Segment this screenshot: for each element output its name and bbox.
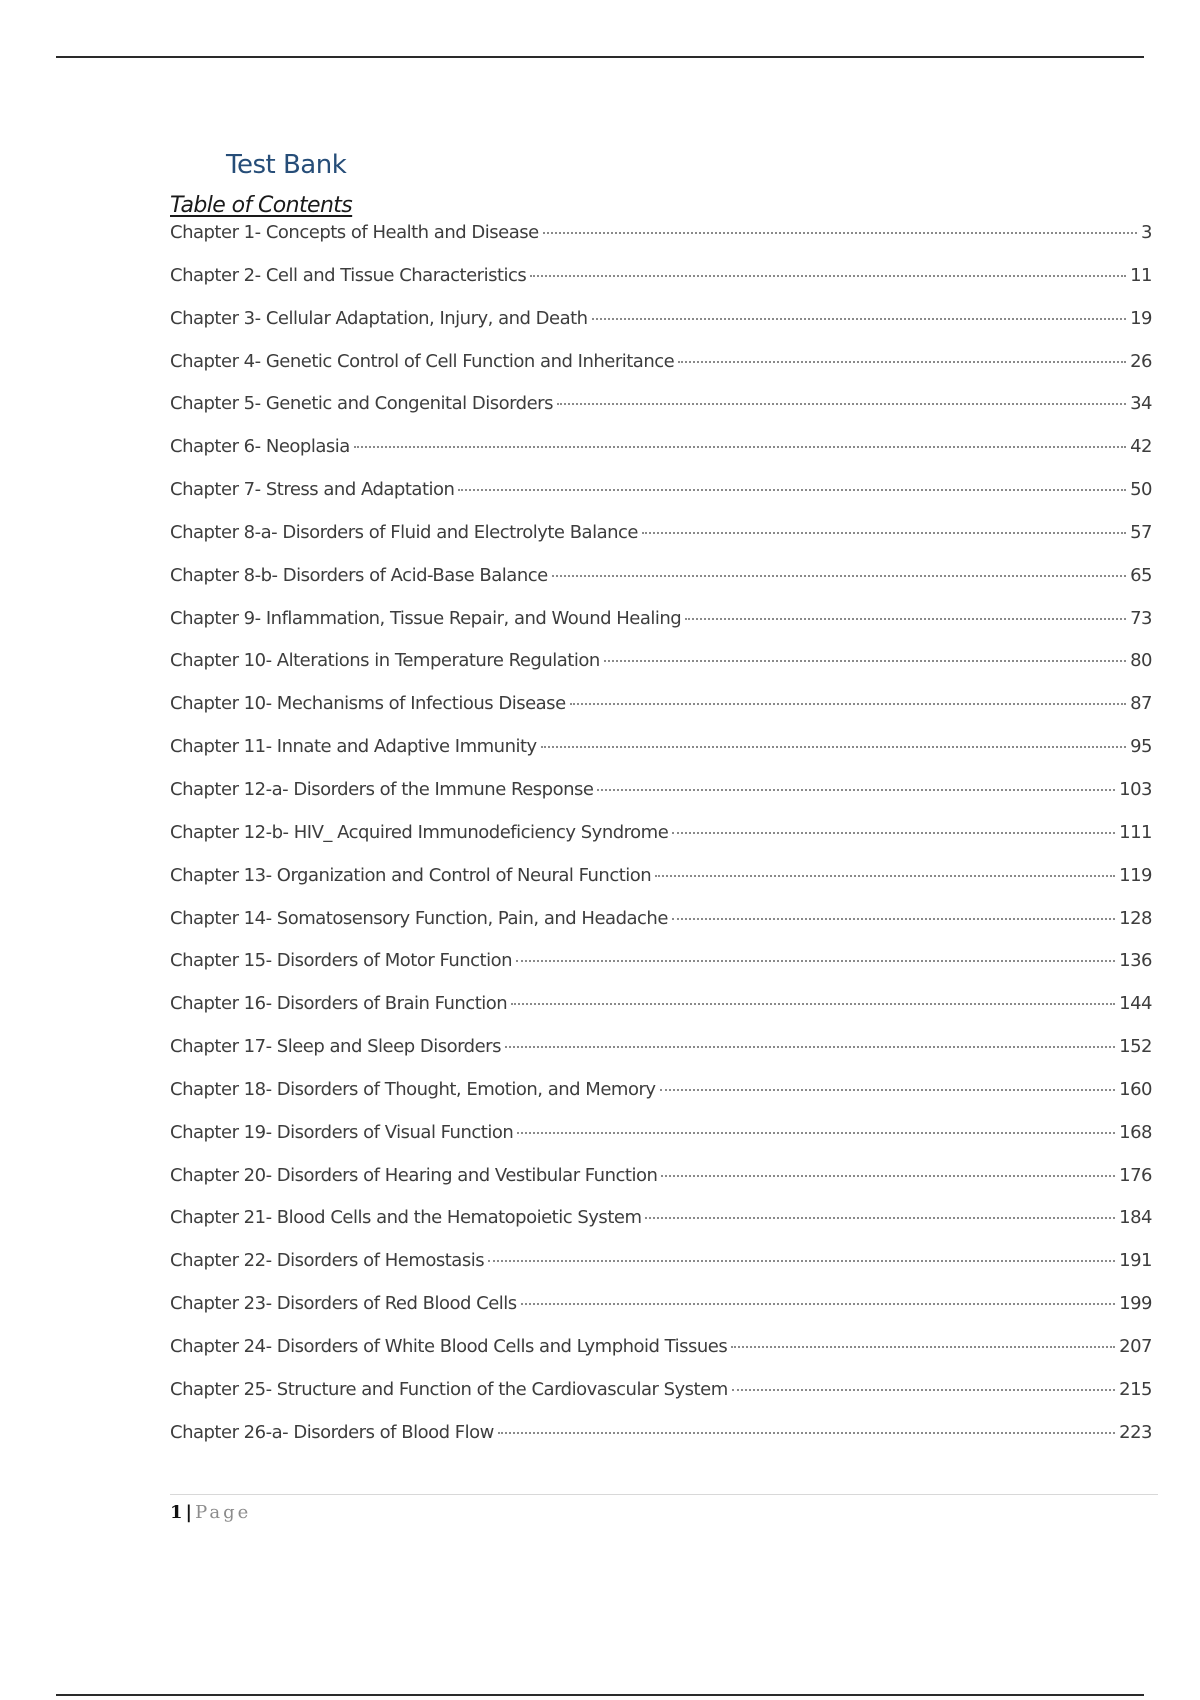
toc-entry[interactable] bbox=[170, 393, 1152, 436]
dot-leader bbox=[511, 1003, 1115, 1005]
toc-entry-label: Chapter 25- Structure and Function of the Cardiovascular System bbox=[170, 1378, 728, 1400]
toc-entry-label: Chapter 4- Genetic Control of Cell Function and Inheritance bbox=[170, 350, 675, 372]
dot-leader bbox=[732, 1389, 1115, 1391]
toc-entry-page: 152 bbox=[1119, 1036, 1152, 1058]
toc-entry-label: Chapter 6- Neoplasia bbox=[170, 436, 350, 458]
dot-leader bbox=[655, 875, 1115, 877]
dot-leader bbox=[672, 832, 1115, 834]
toc-entry-label: Chapter 12-a- Disorders of the Immune Response bbox=[170, 778, 594, 800]
toc-entry-page: 215 bbox=[1119, 1378, 1152, 1400]
dot-leader bbox=[488, 1260, 1115, 1262]
toc-entry[interactable] bbox=[170, 822, 1152, 865]
toc-entry[interactable] bbox=[170, 650, 1152, 693]
toc-entry-label: Chapter 23- Disorders of Red Blood Cells bbox=[170, 1293, 517, 1315]
toc-entry-label: Chapter 8-b- Disorders of Acid-Base Balance bbox=[170, 564, 548, 586]
dot-leader bbox=[541, 746, 1126, 748]
toc-entry-page: 184 bbox=[1119, 1207, 1152, 1229]
dot-leader bbox=[543, 232, 1137, 234]
toc-entry-page: 3 bbox=[1141, 222, 1152, 243]
toc-entry[interactable] bbox=[170, 1250, 1152, 1293]
toc-entry[interactable] bbox=[170, 265, 1152, 308]
toc-entry[interactable] bbox=[170, 565, 1152, 608]
page-footer bbox=[170, 1502, 251, 1523]
toc-entry-page: 160 bbox=[1119, 1078, 1152, 1100]
toc-entry-page: 111 bbox=[1119, 821, 1152, 843]
toc-entry[interactable] bbox=[170, 736, 1152, 779]
dot-leader bbox=[505, 1046, 1115, 1048]
toc-entry-page: 11 bbox=[1130, 264, 1152, 286]
toc-entry-page: 42 bbox=[1130, 436, 1152, 458]
toc-entry[interactable] bbox=[170, 308, 1152, 351]
toc-entry-page: 199 bbox=[1119, 1293, 1152, 1315]
toc-entry-page: 207 bbox=[1119, 1335, 1152, 1357]
toc-entry-label: Chapter 7- Stress and Adaptation bbox=[170, 479, 455, 501]
dot-leader bbox=[604, 660, 1126, 662]
dot-leader bbox=[685, 618, 1126, 620]
toc-entry-page: 119 bbox=[1119, 864, 1152, 886]
page-number: 1 bbox=[170, 1502, 183, 1523]
toc-entry-label: Chapter 10- Mechanisms of Infectious Disease bbox=[170, 693, 566, 715]
page-word: Page bbox=[195, 1502, 252, 1523]
dot-leader bbox=[516, 960, 1115, 962]
top-rule bbox=[56, 56, 1144, 58]
toc-entry-label: Chapter 19- Disorders of Visual Function bbox=[170, 1121, 514, 1143]
toc-entry-page: 223 bbox=[1119, 1421, 1152, 1443]
toc-entry-label: Chapter 14- Somatosensory Function, Pain, and Headache bbox=[170, 907, 668, 929]
toc-heading: Table of Contents bbox=[170, 193, 353, 218]
toc-entry[interactable] bbox=[170, 351, 1152, 394]
dot-leader bbox=[645, 1217, 1115, 1219]
dot-leader bbox=[517, 1132, 1115, 1134]
toc-entry-label: Chapter 2- Cell and Tissue Characteristics bbox=[170, 264, 527, 286]
toc-entry[interactable] bbox=[170, 950, 1152, 993]
toc-entry-label: Chapter 24- Disorders of White Blood Cells and Lymphoid Tissues bbox=[170, 1335, 728, 1357]
dot-leader bbox=[592, 318, 1127, 320]
toc-entry[interactable] bbox=[170, 522, 1152, 565]
dot-leader bbox=[458, 489, 1126, 491]
toc-entry-label: Chapter 8-a- Disorders of Fluid and Electrolyte Balance bbox=[170, 521, 639, 543]
toc-entry[interactable] bbox=[170, 779, 1152, 822]
toc-entry[interactable] bbox=[170, 908, 1152, 951]
dot-leader bbox=[498, 1432, 1115, 1434]
table-of-contents bbox=[170, 222, 1152, 1464]
toc-entry-page: 191 bbox=[1119, 1250, 1152, 1272]
toc-entry-page: 176 bbox=[1119, 1164, 1152, 1186]
toc-entry-page: 73 bbox=[1130, 607, 1152, 629]
toc-entry[interactable] bbox=[170, 865, 1152, 908]
footer-separator: | bbox=[185, 1502, 193, 1523]
toc-entry-page: 57 bbox=[1130, 521, 1152, 543]
footer-rule bbox=[170, 1494, 1158, 1495]
toc-entry-page: 168 bbox=[1119, 1121, 1152, 1143]
toc-entry-label: Chapter 11- Innate and Adaptive Immunity bbox=[170, 736, 537, 758]
toc-entry[interactable] bbox=[170, 436, 1152, 479]
dot-leader bbox=[521, 1303, 1115, 1305]
toc-entry-page: 128 bbox=[1119, 907, 1152, 929]
toc-entry-label: Chapter 5- Genetic and Congenital Disorders bbox=[170, 393, 553, 415]
toc-entry-label: Chapter 1- Concepts of Health and Disease bbox=[170, 222, 539, 243]
toc-entry[interactable] bbox=[170, 1422, 1152, 1465]
toc-entry-page: 19 bbox=[1130, 307, 1152, 329]
toc-entry-label: Chapter 22- Disorders of Hemostasis bbox=[170, 1250, 485, 1272]
dot-leader bbox=[661, 1175, 1115, 1177]
dot-leader bbox=[570, 703, 1126, 705]
toc-entry[interactable] bbox=[170, 1165, 1152, 1208]
toc-entry[interactable] bbox=[170, 993, 1152, 1036]
toc-entry-page: 50 bbox=[1130, 479, 1152, 501]
dot-leader bbox=[557, 403, 1126, 405]
toc-entry-page: 136 bbox=[1119, 950, 1152, 972]
toc-entry-page: 95 bbox=[1130, 736, 1152, 758]
toc-entry[interactable] bbox=[170, 479, 1152, 522]
toc-entry-page: 103 bbox=[1119, 778, 1152, 800]
dot-leader bbox=[731, 1346, 1115, 1348]
toc-entry[interactable] bbox=[170, 1379, 1152, 1422]
toc-entry-label: Chapter 21- Blood Cells and the Hematopoietic System bbox=[170, 1207, 642, 1229]
dot-leader bbox=[354, 446, 1126, 448]
dot-leader bbox=[597, 789, 1115, 791]
toc-entry-label: Chapter 26-a- Disorders of Blood Flow bbox=[170, 1421, 494, 1443]
toc-entry-label: Chapter 10- Alterations in Temperature Regulation bbox=[170, 650, 600, 672]
toc-entry-page: 144 bbox=[1119, 993, 1152, 1015]
toc-entry[interactable] bbox=[170, 222, 1152, 265]
dot-leader bbox=[552, 575, 1126, 577]
toc-entry-page: 80 bbox=[1130, 650, 1152, 672]
toc-entry[interactable] bbox=[170, 1079, 1152, 1122]
toc-entry[interactable] bbox=[170, 1207, 1152, 1250]
toc-entry[interactable] bbox=[170, 1122, 1152, 1165]
toc-entry-label: Chapter 15- Disorders of Motor Function bbox=[170, 950, 513, 972]
document-title: Test Bank bbox=[226, 150, 347, 180]
toc-entry-label: Chapter 20- Disorders of Hearing and Vestibular Function bbox=[170, 1164, 658, 1186]
toc-entry-label: Chapter 3- Cellular Adaptation, Injury, and Death bbox=[170, 307, 588, 329]
dot-leader bbox=[672, 918, 1115, 920]
toc-entry[interactable] bbox=[170, 1336, 1152, 1379]
toc-entry-label: Chapter 18- Disorders of Thought, Emotion, and Memory bbox=[170, 1078, 656, 1100]
toc-entry[interactable] bbox=[170, 1293, 1152, 1336]
toc-entry-label: Chapter 17- Sleep and Sleep Disorders bbox=[170, 1036, 501, 1058]
toc-entry-page: 26 bbox=[1130, 350, 1152, 372]
toc-entry-label: Chapter 9- Inflammation, Tissue Repair, and Wound Healing bbox=[170, 607, 682, 629]
toc-entry[interactable] bbox=[170, 693, 1152, 736]
dot-leader bbox=[678, 361, 1126, 363]
toc-entry-label: Chapter 16- Disorders of Brain Function bbox=[170, 993, 508, 1015]
toc-entry-page: 87 bbox=[1130, 693, 1152, 715]
toc-entry-label: Chapter 13- Organization and Control of Neural Function bbox=[170, 864, 652, 886]
toc-entry[interactable] bbox=[170, 1036, 1152, 1079]
toc-entry[interactable] bbox=[170, 608, 1152, 651]
toc-entry-page: 65 bbox=[1130, 564, 1152, 586]
bottom-rule bbox=[56, 1694, 1144, 1696]
dot-leader bbox=[530, 275, 1126, 277]
dot-leader bbox=[660, 1089, 1116, 1091]
dot-leader bbox=[642, 532, 1126, 534]
toc-entry-page: 34 bbox=[1130, 393, 1152, 415]
toc-entry-label: Chapter 12-b- HIV_ Acquired Immunodeficiency Syndrome bbox=[170, 821, 669, 843]
